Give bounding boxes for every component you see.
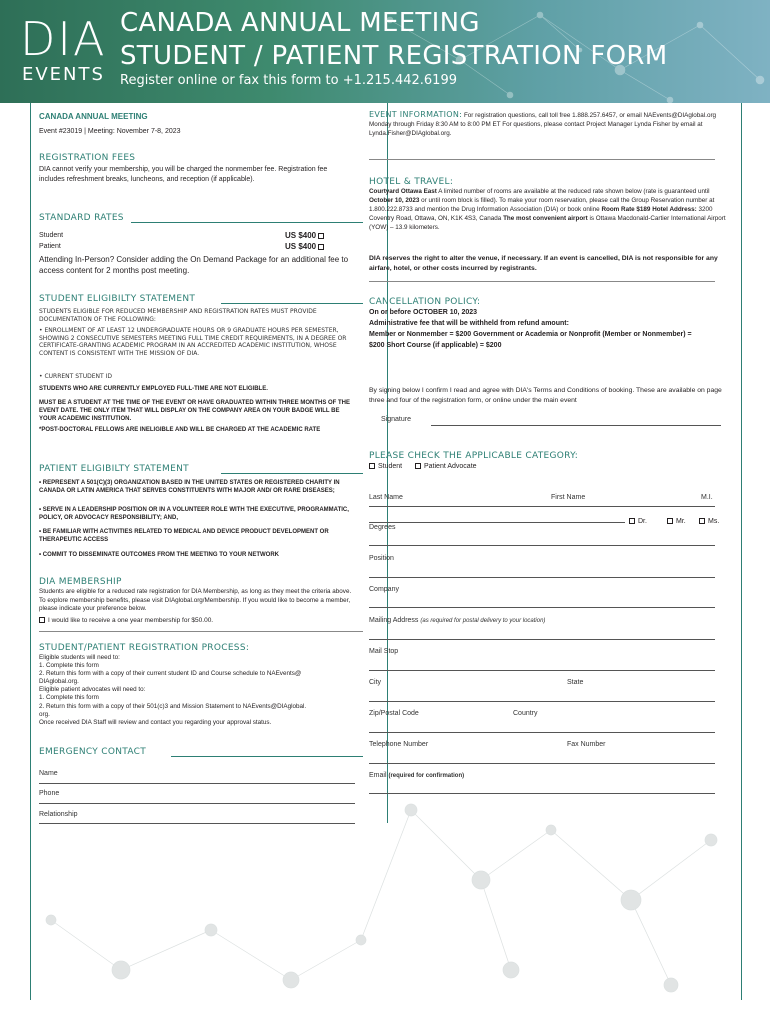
event-info-heading: EVENT INFORMATION: (369, 110, 463, 119)
name-field[interactable] (369, 506, 715, 507)
country-label: Country (513, 710, 538, 717)
title-ms-option[interactable]: Ms. (699, 517, 719, 527)
title-ms-checkbox[interactable] (699, 518, 705, 524)
process-list (39, 654, 359, 727)
dia-logo: DIA (20, 12, 107, 66)
signature-label: Signature (381, 416, 411, 423)
student-eligibility-bullet-4: MUST BE A STUDENT AT THE TIME OF THE EVENT OR HAVE GRADUATED WITHIN THREE MONTHS OF THE EVENT DATE. THE ONLY ITEM THAT WILL DISPLAY ON THE COMPANY AREA ON YOUR BADGE WILL BE YOUR ACADEMIC INSTITUTION. (39, 400, 350, 422)
category-heading: PLEASE CHECK THE APPLICABLE CATEGORY: (369, 451, 579, 461)
standard-rates-heading: STANDARD RATES (39, 213, 124, 223)
cancellation-line-2: Administrative fee that will be withheld from refund amount: (369, 320, 569, 327)
process-line: 2. Return this form with a copy of their 501(c)3 and Mission Statement to NAEvents@DIAglobal. (39, 702, 307, 710)
rate-patient-label: Patient (39, 243, 61, 250)
degrees-label: Degrees (369, 524, 396, 531)
membership-heading: DIA MEMBERSHIP (39, 577, 122, 587)
student-eligibility-bullet-3: STUDENTS WHO ARE CURRENTLY EMPLOYED FULL-TIME ARE NOT ELIGIBLE. (39, 386, 268, 392)
company-field[interactable] (369, 607, 715, 608)
email-field[interactable] (369, 793, 715, 794)
process-line: Eligible students will need to: (39, 654, 120, 661)
mailing-address-label: Mailing Address (as required for postal delivery to your location) (369, 617, 546, 624)
registration-fees-heading: REGISTRATION FEES (39, 153, 136, 163)
title-dr-checkbox[interactable] (629, 518, 635, 524)
event-info: EVENT INFORMATION: For registration questions, call toll free 1.888.257.6457, or email NAEvents@DIAglobal.org Monday through Friday 8:30 AM to 8:00 PM ET For questions, please contact Project Manager Lynda Fisher by email at Lynda.Fisher@DIAglobal.org. (369, 110, 717, 138)
process-line: 1. Complete this form (39, 694, 99, 702)
events-logo: EVENTS (22, 64, 105, 85)
last-name-label: Last Name (369, 494, 403, 501)
fax-label: Fax Number (567, 741, 606, 748)
patient-eligibility-bullet-1: • REPRESENT A 501(C)(3) ORGANIZATION BASED IN THE UNITED STATES OR REGISTERED CHARITY IN CANADA OR LATIN AMERICA THAT SERVES CONSTITUENTS WITH MAJOR AND/ OR RARE DISEASES; (39, 480, 340, 494)
meeting-heading: CANADA ANNUAL MEETING (39, 112, 148, 121)
process-line: Once received DIA Staff will review and contact you regarding your approval status. (39, 718, 272, 726)
patient-eligibility-bullet-3: • BE FAMILIAR WITH ACTIVITIES RELATED TO MEDICAL AND DEVICE PRODUCT DEVELOPMENT OR THERAPEUTIC ACCESS (39, 529, 329, 543)
mi-label: M.I. (701, 494, 713, 501)
process-line: 1. Complete this form (39, 662, 99, 670)
phone-fax-field[interactable] (369, 763, 715, 764)
patient-eligibility-bullet-4: • COMMIT TO DISSEMINATE OUTCOMES FROM THE MEETING TO YOUR NETWORK (39, 552, 279, 558)
emergency-relationship-label: Relationship (39, 811, 78, 818)
page-subtitle: Register online or fax this form to +1.215.442.6199 (120, 73, 457, 88)
process-line: DIAglobal.org. (39, 678, 79, 686)
hotel-heading: HOTEL & TRAVEL: (369, 177, 454, 187)
page-title-line2: STUDENT / PATIENT REGISTRATION FORM (120, 41, 668, 71)
first-name-label: First Name (551, 494, 586, 501)
emergency-phone-field[interactable] (39, 803, 355, 804)
student-eligibility-intro: STUDENTS ELIGIBLE FOR REDUCED MEMBERSHIP AND REGISTRATION RATES MUST PROVIDE DOCUMENTATION OF THE FOLLOWING: (39, 308, 317, 323)
emergency-rule (171, 756, 363, 757)
patient-rate-checkbox[interactable] (318, 244, 324, 250)
rate-student-price: US $400 (285, 231, 327, 241)
signature-field[interactable] (431, 425, 721, 426)
cancellation-heading: CANCELLATION POLICY: (369, 297, 481, 307)
membership-text: Students are eligible for a reduced rate registration for DIA Membership, as long as they meet the criteria above. To explore membership benefits, please visit DIAglobal.org/Membership. If you would like to become a member, please indicate your preference below. (39, 588, 352, 613)
venue-note: DIA reserves the right to alter the venue, if necessary. If an event is cancelled, DIA is not responsible for any airfare, hotel, or other costs incurred by registrants. (369, 255, 718, 272)
company-label: Company (369, 586, 399, 593)
student-eligibility-bullet-1: • ENROLLMENT OF AT LEAST 12 UNDERGRADUATE HOURS OR 9 GRADUATE HOURS PER SEMESTER, SHOWING 2 CONSECUTIVE SEMESTERS MEETING FULL TIME CREDIT REQUIREMENTS, IN A DEGREE OR CERTIFICATE-GRANTING ACADEMIC PROGRAM IN AN ACCREDITED ACADEMIC INSTITUTION, WHOSE CONTENT IS CONSISTENT WITH THE MISSION OF DIA. (39, 327, 347, 357)
membership-rule (39, 631, 363, 632)
student-eligibility-rule (221, 303, 363, 304)
student-eligibility-heading: STUDENT ELIGIBILTY STATEMENT (39, 294, 196, 304)
emergency-name-label: Name (39, 770, 58, 777)
mail-stop-label: Mail Stop (369, 648, 399, 655)
city-label: City (369, 679, 382, 686)
form-frame (30, 103, 742, 1000)
event-info-rule (369, 159, 715, 160)
emergency-phone-label: Phone (39, 790, 60, 797)
agreement-text: By signing below I confirm I read and agree with DIA's Terms and Conditions of booking. These are available on page three and four of the registration form, or online under the main event (369, 387, 722, 404)
on-demand-text: Attending In-Person? Consider adding the On Demand Package for an additional fee to access content for 2 months post meeting. (39, 255, 349, 275)
patient-eligibility-bullet-2: • SERVE IN A LEADERSHIP POSITION OR IN A VOLUNTEER ROLE WITH THE EXECUTIVE, PROGRAMMATIC, POLICY, OR ADVOCACY RESPONSIBILITY; AND, (39, 507, 349, 521)
cancellation-line-3: Member or Nonmember = $200 Government or Academia or Nonprofit (Member or Nonmember) = $200 Short Course (if applicable) = $200 (369, 331, 692, 349)
membership-option: I would like to receive a one year membership for $50.00. (39, 616, 213, 626)
rates-rule (131, 222, 363, 223)
student-rate-checkbox[interactable] (318, 233, 324, 239)
email-label: Email (required for confirmation) (369, 772, 465, 779)
category-student-option[interactable]: Student (369, 462, 402, 472)
process-line: 2. Return this form with a copy of their current student ID and Course schedule to NAEvents@ (39, 670, 302, 678)
degrees-field[interactable] (369, 522, 625, 523)
header-banner (0, 0, 770, 103)
rate-student-label: Student (39, 232, 64, 239)
degrees-line-2[interactable] (369, 545, 715, 546)
position-field[interactable] (369, 577, 715, 578)
patient-eligibility-rule (221, 473, 363, 474)
title-mr-option[interactable]: Mr. (667, 517, 686, 527)
process-line: org. (39, 710, 50, 718)
zip-label: Zip/Postal Code (369, 710, 419, 717)
student-eligibility-bullet-2: • CURRENT STUDENT ID (39, 373, 112, 380)
student-eligibility-bullet-5: *POST-DOCTORAL FELLOWS ARE INELIGIBLE AND WILL BE CHARGED AT THE ACADEMIC RATE (39, 427, 321, 433)
title-mr-checkbox[interactable] (667, 518, 673, 524)
position-label: Position (369, 555, 394, 562)
rate-patient-price: US $400 (285, 242, 327, 252)
meeting-info: Event #23019 | Meeting: November 7-8, 2023 (39, 128, 181, 135)
patient-eligibility-heading: PATIENT ELIGIBILTY STATEMENT (39, 464, 189, 474)
process-line: Eligible patient advocates will need to: (39, 686, 146, 694)
category-patient-option[interactable]: Patient Advocate (415, 462, 477, 472)
title-dr-option[interactable]: Dr. (629, 517, 647, 527)
hotel-rule (369, 281, 715, 282)
emergency-name-field[interactable] (39, 783, 355, 784)
zip-country-field[interactable] (369, 732, 715, 733)
category-student-checkbox[interactable] (369, 463, 375, 469)
emergency-heading: EMERGENCY CONTACT (39, 747, 147, 757)
mailing-address-field[interactable] (369, 639, 715, 640)
registration-fees-text: DIA cannot verify your membership, you will be charged the nonmember fee. Registration fee includes refreshment breaks, luncheons, and reception (if applicable). (39, 166, 328, 183)
telephone-label: Telephone Number (369, 741, 429, 748)
page-title-line1: CANADA ANNUAL MEETING (120, 8, 480, 38)
hotel-text: Courtyard Ottawa East A limited number of rooms are available at the reduced rate shown below (rate is guaranteed until October 10, 2023 or until room block is filled). To make your room reservation, please call the Group Reservation number at 1.800.222.8733 and mention the Drug Information Association (DIA) or book online Room Rate $189 Hotel Address: 3200 Coventry Road, Ottawa, ON, K1K 4S3, Canada The most convenient airport is Ottawa Macdonald-Cartier International Airport (YOW) – 13.9 kilometers. (369, 188, 726, 231)
state-label: State (567, 679, 584, 686)
membership-checkbox[interactable] (39, 617, 45, 623)
mail-stop-field[interactable] (369, 670, 715, 671)
process-heading: STUDENT/PATIENT REGISTRATION PROCESS: (39, 643, 250, 653)
city-state-field[interactable] (369, 701, 715, 702)
cancellation-line-1: On or before OCTOBER 10, 2023 (369, 309, 478, 316)
category-patient-checkbox[interactable] (415, 463, 421, 469)
emergency-relationship-field[interactable] (39, 823, 355, 824)
